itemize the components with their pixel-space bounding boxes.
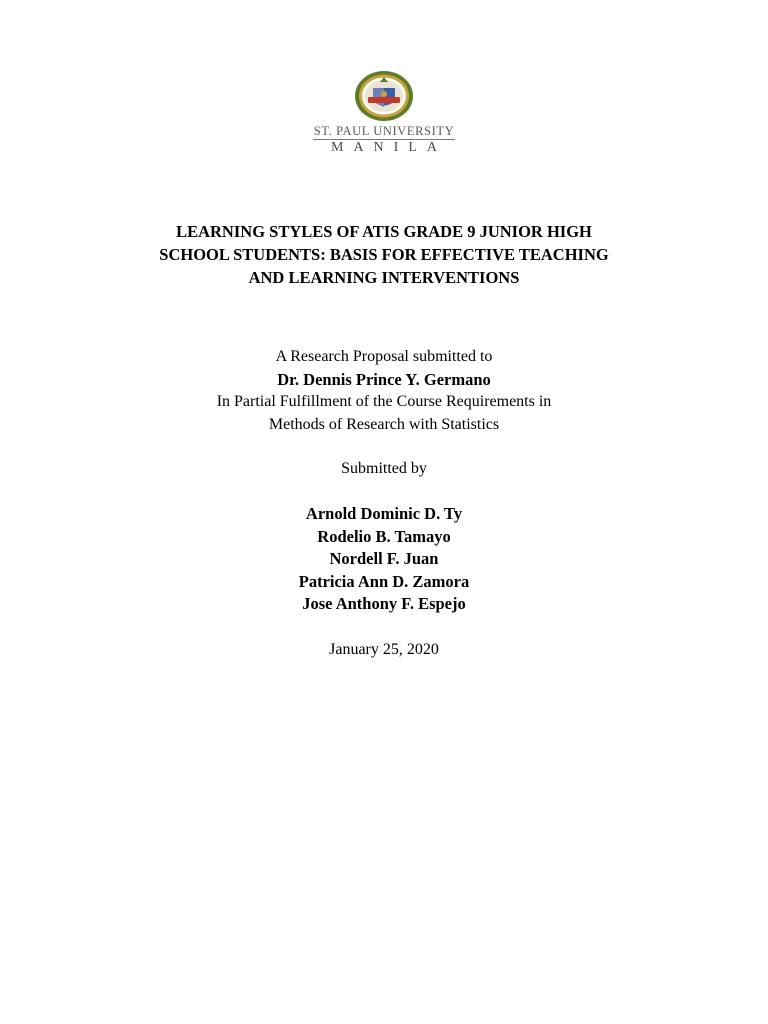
- title-line-1: LEARNING STYLES OF ATIS GRADE 9 JUNIOR HIGH: [176, 222, 592, 241]
- fulfillment-line-1: In Partial Fulfillment of the Course Requirements in: [216, 393, 552, 410]
- author-name: Jose Anthony F. Espejo: [302, 594, 466, 613]
- author-list: [0, 503, 768, 616]
- submitted-by-label: Submitted by: [341, 460, 427, 477]
- university-name: ST. PAUL UNIVERSITY: [313, 124, 455, 138]
- author-name: Rodelio B. Tamayo: [317, 526, 451, 546]
- title-line-2: SCHOOL STUDENTS: BASIS FOR EFFECTIVE TEACHING: [159, 245, 609, 264]
- title-line-3: AND LEARNING INTERVENTIONS: [248, 268, 520, 287]
- university-city: MANILA: [331, 140, 447, 155]
- author-name: Patricia Ann D. Zamora: [298, 571, 470, 591]
- submission-date: January 25, 2020: [329, 641, 439, 658]
- author-name: Arnold Dominic D. Ty: [305, 504, 463, 523]
- proposal-statement: [0, 346, 768, 436]
- fulfillment-line-2: Methods of Research with Statistics: [268, 415, 500, 433]
- university-seal-icon: [354, 70, 414, 122]
- university-logo: [0, 70, 768, 155]
- document-title: [0, 220, 768, 289]
- proposal-intro: A Research Proposal submitted to: [275, 348, 493, 365]
- author-name: Nordell F. Juan: [329, 549, 439, 568]
- adviser-name: Dr. Dennis Prince Y. Germano: [277, 369, 491, 389]
